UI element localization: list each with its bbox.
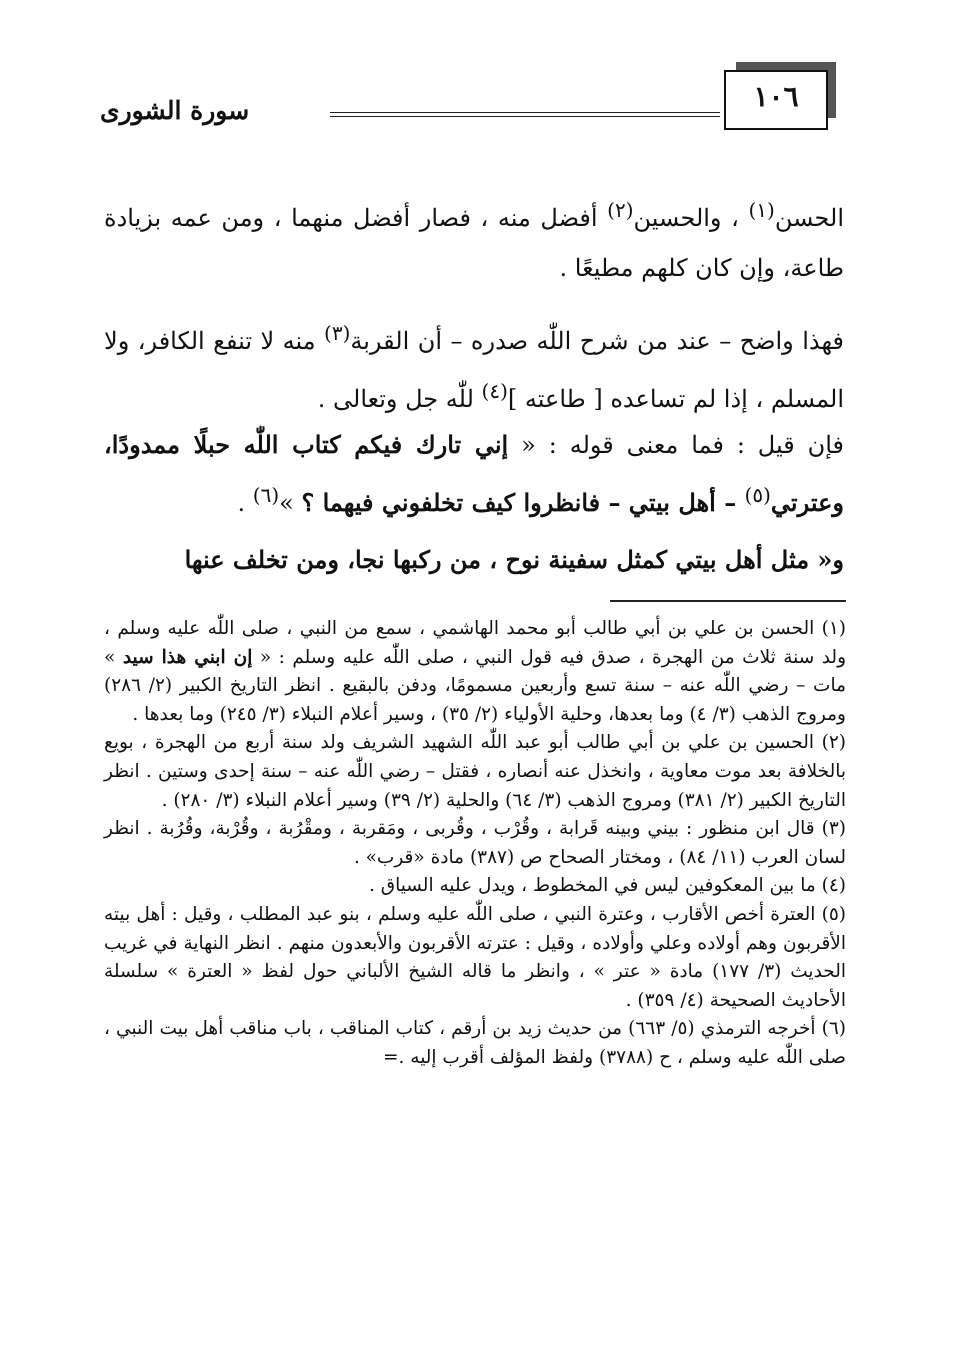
quote-bold: إن ابني هذا سيد	[122, 646, 253, 668]
text: فهذا واضح – عند من شرح اللّٰه صدره – أن القربة	[350, 327, 845, 355]
footnote-2: (٢) الحسين بن علي بن أبي طالب أبو عبد اللّٰه الشهيد الشريف ولد سنة أربع من الهجرة ، بويع بالخلافة بعد موت معاوية ، وانخذل عنه أنصاره ، فقتل – رضي اللّٰه عنه – سنة إحدى وستين . انظر التاريخ الكبير (٢/ ٣٨١) ومروج الذهب (٣/ ٦٤) والحلية (٢/ ٣٩) وسير أعلام النبلاء (٣/ ٢٨٠) .	[104, 732, 846, 811]
hadith-quote: إني تارك فيكم كتاب اللّٰه حبلًا ممدودًا، وعترتي	[104, 430, 844, 517]
footnote-ref-4[interactable]: (٤)	[481, 379, 508, 403]
page-number-box	[724, 70, 828, 130]
text: منه لا تنفع الكافر، ولا المسلم ، إذا لم تساعده [ طاعته ]	[104, 327, 844, 413]
footnote-3: (٣) قال ابن منظور : بيني وبينه قَرابة ، وقُرْب ، وقُربى ، ومَقربة ، ومقْرُبة ، وقُرْبة، وقُرُبة . انظر لسان العرب (١١/ ٨٤) ، ومختار الصحاح ص (٣٨٧) مادة «قرب» .	[104, 818, 846, 868]
paragraph-4: و« مثل أهل بيتي كمثل سفينة نوح ، من ركبها نجا، ومن تخلف عنها	[184, 545, 844, 574]
paragraph-2	[104, 308, 844, 424]
footnote-ref-6[interactable]: (٦)	[252, 483, 280, 507]
footnote-ref-2[interactable]: (٢)	[607, 198, 634, 222]
header-rule	[330, 112, 720, 113]
footnote-ref-5[interactable]: (٥)	[744, 483, 771, 507]
text: ، والحسين	[633, 204, 749, 232]
footnote-ref-3[interactable]: (٣)	[324, 321, 351, 345]
page-number: ١٠٦	[753, 80, 799, 113]
running-header-title: سورة الشورى	[100, 96, 250, 125]
footnote-5: (٥) العترة أخص الأقارب ، وعترة النبي ، صلى اللّٰه عليه وسلم ، بنو عبد المطلب ، وقيل : أهل بيته الأقربون وهم أولاده وعلي وأولاده ، وقيل : عترته الأقربون والأبعدون منهم . انظر النهاية في غريب الحديث (٣/ ١٧٧) مادة « عتر » ، وانظر ما قاله الشيخ الألباني حول لفظ « العترة » سلسلة الأحاديث الصحيحة (٤/ ٣٥٩) .	[104, 903, 847, 1011]
footnote-4: (٤) ما بين المعكوفين ليس في المخطوط ، ويدل عليه السياق .	[368, 875, 846, 897]
footnote-ref-1[interactable]: (١)	[748, 198, 775, 222]
paragraph-3	[104, 420, 844, 528]
text: الحسن	[774, 204, 844, 232]
footnote-1	[104, 615, 846, 729]
text: فإن قيل : فما معنى قوله : «	[508, 431, 845, 459]
footnote-6: (٦) أخرجه الترمذي (٥/ ٦٦٣) من حديث زيد بن أرقم ، كتاب المناقب ، باب مناقب أهل بيت النبي ، صلى اللّٰه عليه وسلم ، ح (٣٧٨٨) ولفظ المؤلف أقرب إليه .=	[104, 1018, 846, 1068]
text: للّٰه جل وتعالى .	[317, 385, 482, 413]
footnotes	[104, 615, 846, 1073]
text: (١) الحسن بن علي بن أبي طالب أبو محمد الهاشمي ، سمع من النبي ، صلى اللّٰه عليه وسلم ، ولد سنة ثلاث من الهجرة ، صدق فيه قول النبي ، صلى اللّٰه عليه وسلم : «	[104, 618, 846, 668]
paragraph-1	[104, 185, 844, 293]
text: أفضل منه ، فصار أفضل منهما ، ومن عمه بزيادة طاعة، وإن كان كلهم مطيعًا .	[104, 204, 844, 282]
footnote-separator	[610, 600, 846, 602]
text: » مات – رضي اللّٰه عنه – سنة تسع وأربعين مسمومًا، ودفن بالبقيع . انظر التاريخ الكبير (٢/ ٢٨٦) ومروج الذهب (٣/ ٤) وما بعدها، وحلية الأولياء (٢/ ٣٥) ، وسير أعلام النبلاء (٣/ ٢٤٥) وما بعدها .	[104, 646, 846, 725]
text: »	[279, 489, 302, 517]
text: .	[237, 489, 253, 517]
hadith-quote-cont: – أهل بيتي – فانظروا كيف تخلفوني فيهما ؟	[301, 488, 745, 517]
